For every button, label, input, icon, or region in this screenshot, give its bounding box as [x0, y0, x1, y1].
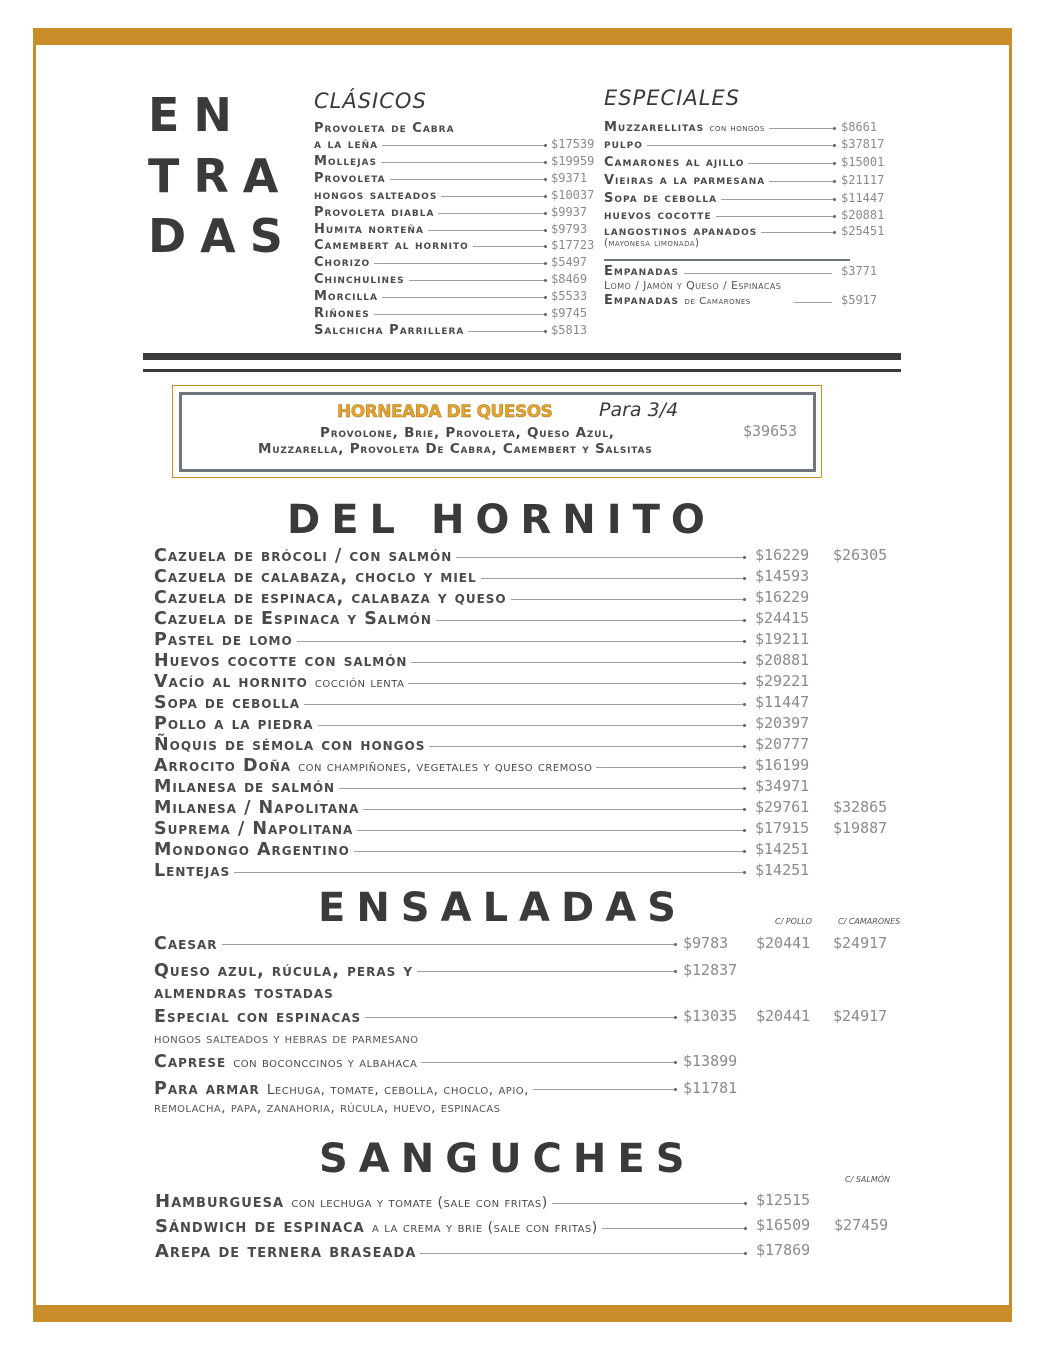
hornito-item-0-label [154, 546, 456, 566]
horneada-title: HORNEADA DE QUESOS [337, 402, 553, 422]
clasicos-item-10-label [314, 306, 374, 321]
item-price: $24415 [755, 609, 810, 627]
item-price: $13035 [683, 1007, 738, 1025]
hornito-item-10 [154, 756, 904, 776]
clasicos-item-4-label [314, 205, 438, 220]
leader-dot [544, 212, 547, 215]
especiales-item-0 [604, 120, 881, 136]
hornito-item-2 [154, 588, 904, 608]
item-price: $11447 [755, 693, 810, 711]
especiales-item-1-label [604, 137, 647, 152]
leader-dot [544, 195, 547, 198]
leader-dot [743, 871, 746, 874]
leader-line [154, 944, 675, 945]
hornito-item-14-label [154, 840, 354, 860]
col-header-camarones: C/ CAMARONES [838, 917, 901, 926]
item-price-alt: $26305 [833, 546, 888, 564]
item-price: $16199 [755, 756, 810, 774]
empanadas-camarones-name: Empanadas de Camarones [604, 293, 755, 308]
item-name: a la leña [314, 137, 379, 152]
hornito-item-1-label [154, 567, 481, 587]
item-price: $16509 [756, 1216, 811, 1234]
especiales-item-2-label [604, 155, 748, 170]
ensaladas-item-4-label [154, 1079, 533, 1099]
leader-dot [744, 1202, 747, 1205]
item-price: $37817 [841, 137, 885, 151]
hornito-item-12-label [154, 798, 363, 818]
item-price: $9745 [551, 306, 588, 320]
item-name: Camembert al hornito [314, 238, 469, 254]
item-price: $12515 [756, 1191, 811, 1209]
item-name: Sopa de cebolla [154, 693, 301, 713]
item-description: cocción lenta [314, 675, 405, 691]
horneada-price: $39653 [743, 422, 798, 440]
sanguches-title: SANGUCHES [319, 1136, 696, 1182]
ensaladas-item-1 [154, 961, 904, 981]
item-name: Vieiras a la parmesana [604, 173, 766, 188]
hornito-item-15 [154, 861, 904, 881]
clasicos-item-8-label [314, 272, 409, 287]
entradas-title-line-2: TRA [148, 149, 293, 203]
hornito-item-7-label [154, 693, 304, 713]
clasicos-item-0-label [314, 137, 382, 152]
clasicos-item-6-label [314, 238, 473, 253]
clasicos-item-9 [314, 289, 594, 305]
sanguches-item-0 [155, 1191, 905, 1213]
especiales-item-3-label [604, 173, 769, 188]
leader-dot [743, 556, 746, 559]
hornito-item-8 [154, 714, 904, 734]
clasicos-title: CLÁSICOS [314, 89, 427, 113]
item-description: Lechuga, tomate, cebolla, choclo, apio, [266, 1082, 529, 1098]
item-price-pollo: $20441 [756, 1007, 811, 1025]
leader-dot [833, 144, 836, 147]
langostinos-note: (mayonesa limonada) [604, 237, 700, 249]
clasicos-item-7-label [314, 255, 374, 270]
hornito-item-3 [154, 609, 904, 629]
leader-dot [544, 245, 547, 248]
item-name: Suprema / Napolitana [154, 819, 354, 839]
clasicos-item-7 [314, 255, 594, 271]
hornito-item-6-label [154, 672, 408, 692]
item-description: con lechuga y tomate (sale con fritas) [291, 1195, 548, 1211]
clasicos-item-3-label [314, 188, 441, 203]
clasicos-item-6 [314, 238, 594, 254]
clasicos-item-11 [314, 323, 594, 339]
col-header-salmon: C/ SALMÓN [845, 1175, 891, 1184]
hornito-item-13-label [154, 819, 357, 839]
empanadas-name: Empanadas [604, 264, 683, 279]
hornito-item-2-label [154, 588, 511, 608]
item-price: $20881 [841, 208, 885, 222]
clasicos-item-4 [314, 205, 594, 221]
leader-dot [544, 313, 547, 316]
section-divider-thick [143, 353, 901, 360]
hornito-item-4 [154, 630, 904, 650]
item-price: $17723 [551, 238, 595, 253]
leader-dot [743, 808, 746, 811]
hornito-item-5 [154, 651, 904, 671]
ensaladas-item-3 [154, 1052, 904, 1072]
hornito-item-0 [154, 546, 904, 566]
item-price: $13899 [683, 1052, 738, 1070]
leader-dot [544, 144, 547, 147]
item-price: $11447 [841, 191, 885, 205]
leader-dot [743, 724, 746, 727]
hornito-item-10-label [154, 756, 596, 776]
especiales-item-2 [604, 155, 885, 171]
item-name: Pastel de lomo [154, 630, 293, 650]
leader-dot [674, 970, 677, 973]
leader-line [684, 273, 832, 274]
ensaladas-title: ENSALADAS [318, 885, 687, 931]
clasicos-item-0 [314, 137, 594, 153]
top-border-bar [33, 28, 1012, 45]
item-description: con boconccinos y albahaca [233, 1055, 418, 1071]
clasicos-item-2 [314, 171, 594, 187]
leader-dot [743, 850, 746, 853]
hornito-item-8-label [154, 714, 318, 734]
item-price: $20881 [755, 651, 810, 669]
item-name: Pollo a la piedra [154, 714, 314, 734]
hornito-item-11 [154, 777, 904, 797]
ensaladas-item-1-line2: almendras tostadas [154, 983, 338, 1003]
item-name: Cazuela de calabaza, choclo y miel [154, 567, 477, 587]
item-price: $9793 [551, 221, 588, 236]
leader-dot [544, 161, 547, 164]
item-price: $9783 [683, 934, 729, 952]
item-price: $19211 [755, 630, 810, 648]
entradas-title-line-1: EN [148, 88, 246, 142]
ensaladas-item-4-description: remolacha, papa, zanahoria, rúcula, huevo, espinacas [154, 1100, 501, 1116]
item-price: $29761 [755, 798, 810, 816]
leader-dot [743, 577, 746, 580]
hornito-item-13 [154, 819, 904, 839]
clasicos-item-8 [314, 272, 594, 288]
clasicos-item-10 [314, 306, 594, 322]
leader-line [794, 302, 832, 303]
item-name: Queso azul, rúcula, peras y [154, 961, 414, 981]
item-name: Sándwich de espinaca [155, 1216, 365, 1237]
ensaladas-item-4 [154, 1079, 904, 1099]
leader-dot [833, 231, 836, 234]
item-description: con champiñones, vegetales y queso cremoso [298, 759, 593, 775]
leader-dot [674, 1061, 677, 1064]
item-name: Arrocito Doña [154, 756, 292, 776]
item-price: $17869 [756, 1241, 811, 1259]
horneada-line-2: Muzzarella, Provoleta De Cabra, Camembert y Salsitas [258, 441, 653, 457]
item-name: Morcilla [314, 289, 378, 305]
sanguches-item-0-label [155, 1191, 552, 1212]
item-name: Huevos cocotte con salmón [154, 651, 408, 671]
item-name: Caesar [154, 934, 218, 954]
item-name: Cazuela de Espinaca y Salmón [154, 609, 432, 629]
horneada-line-1: Provolone, Brie, Provoleta, Queso Azul, [320, 425, 615, 441]
ensaladas-item-2 [154, 1007, 904, 1027]
item-price-alt: $19887 [833, 819, 888, 837]
hornito-item-7 [154, 693, 904, 713]
item-name: huevos cocotte [604, 208, 712, 223]
hornito-item-5-label [154, 651, 411, 671]
item-name: Ñoquis de sémola con hongos [154, 735, 426, 755]
item-price-alt: $32865 [833, 798, 888, 816]
item-price: $17539 [551, 137, 595, 151]
especiales-item-5 [604, 208, 885, 224]
leader-dot [833, 215, 836, 218]
item-name: Para armar [154, 1079, 260, 1099]
item-price: $29221 [755, 672, 810, 690]
item-description: con hongos [709, 123, 765, 134]
leader-dot [544, 330, 547, 333]
empanadas-camarones-price: $5917 [841, 293, 878, 307]
leader-dot [544, 296, 547, 299]
leader-dot [743, 766, 746, 769]
ensaladas-item-0-label [154, 934, 222, 954]
clasicos-item-5 [314, 222, 594, 238]
item-name: Arepa de ternera braseada [155, 1241, 417, 1262]
clasicos-item-3 [314, 188, 594, 204]
hornito-item-12 [154, 798, 904, 818]
item-price: $10037 [551, 187, 595, 202]
leader-dot [743, 619, 746, 622]
col-header-pollo: C/ POLLO [775, 917, 812, 926]
item-price: $5497 [551, 255, 588, 270]
especiales-item-4-label [604, 191, 721, 206]
hornito-item-9 [154, 735, 904, 755]
leader-dot [544, 279, 547, 282]
clasicos-item-2-label [314, 171, 390, 186]
item-name: Chinchulines [314, 272, 405, 288]
item-name: Cazuela de espinaca, calabaza y queso [154, 588, 507, 608]
sanguches-item-1 [155, 1216, 905, 1238]
leader-dot [743, 703, 746, 706]
ensaladas-item-2-description: hongos salteados y hebras de parmesano [154, 1031, 419, 1047]
empanadas-price: $3771 [841, 264, 878, 278]
item-price: $11781 [683, 1079, 738, 1097]
especiales-item-4 [604, 191, 885, 207]
leader-dot [743, 682, 746, 685]
especiales-item-0-label [604, 120, 769, 135]
item-price: $16229 [755, 546, 810, 564]
leader-dot [744, 1252, 747, 1255]
clasicos-item-1-label [314, 154, 381, 169]
especiales-item-5-label [604, 208, 716, 223]
hornito-item-4-label [154, 630, 297, 650]
item-price: $15001 [841, 155, 885, 169]
leader-dot [674, 1016, 677, 1019]
ensaladas-item-2-label [154, 1007, 365, 1027]
item-name: Chorizo [314, 255, 371, 271]
item-price: $9371 [551, 170, 588, 185]
item-name: Humita norteña [314, 221, 424, 237]
item-name: Salchicha Parrillera [314, 322, 465, 338]
leader-dot [674, 943, 677, 946]
ensaladas-item-0 [154, 934, 904, 954]
clasicos-item-0-line1: Provoleta de Cabra [314, 121, 459, 136]
leader-dot [833, 162, 836, 165]
horneada-serving: Para 3/4 [599, 399, 679, 421]
hornito-item-14 [154, 840, 904, 860]
item-price: $9937 [551, 204, 588, 219]
hornito-item-9-label [154, 735, 429, 755]
leader-dot [544, 229, 547, 232]
ensaladas-item-1-label [154, 961, 417, 981]
leader-dot [674, 1088, 677, 1091]
item-price: $34971 [755, 777, 810, 795]
hornito-item-11-label [154, 777, 339, 797]
leader-dot [743, 787, 746, 790]
leader-dot [743, 598, 746, 601]
item-name: Riñones [314, 306, 370, 321]
item-name: Muzzarellitas [604, 120, 705, 135]
leader-dot [544, 262, 547, 265]
item-price: $25451 [841, 224, 885, 238]
hornito-item-1 [154, 567, 904, 587]
item-name: Provoleta diabla [314, 204, 435, 220]
item-name: langostinos apanados [604, 224, 758, 239]
item-price: $14593 [755, 567, 810, 585]
item-name: Mondongo Argentino [154, 840, 350, 860]
leader-line [154, 872, 744, 873]
item-name: Cazuela de brócoli / con salmón [154, 546, 453, 566]
leader-dot [743, 745, 746, 748]
item-name: Camarones al ajillo [604, 155, 745, 170]
leader-dot [744, 1227, 747, 1230]
item-price: $5533 [551, 289, 588, 304]
item-price: $21117 [841, 173, 885, 187]
item-price: $17915 [755, 819, 810, 837]
especiales-item-3 [604, 173, 885, 189]
sanguches-item-1-label [155, 1216, 602, 1237]
item-name: pulpo [604, 137, 643, 152]
clasicos-item-9-label [314, 289, 382, 304]
item-name: Lentejas [154, 861, 231, 881]
clasicos-item-11-label [314, 323, 468, 338]
leader-dot [743, 661, 746, 664]
item-price: $20777 [755, 735, 810, 753]
item-name: Hamburguesa [155, 1191, 285, 1212]
item-price-salmon: $27459 [834, 1216, 889, 1234]
item-price: $14251 [755, 861, 810, 879]
leader-dot [743, 829, 746, 832]
leader-dot [833, 198, 836, 201]
item-price: $19959 [551, 153, 595, 168]
leader-dot [833, 180, 836, 183]
item-description: a la crema y brie (sale con fritas) [371, 1220, 598, 1236]
clasicos-item-5-label [314, 222, 428, 237]
hornito-title: DEL HORNITO [287, 497, 716, 543]
entradas-title-line-3: DAS [148, 209, 297, 263]
item-price: $16229 [755, 588, 810, 606]
empanadas-camarones-row [604, 293, 881, 310]
item-price: $20397 [755, 714, 810, 732]
item-name: Sopa de cebolla [604, 191, 718, 206]
leader-dot [833, 127, 836, 130]
item-price-pollo: $20441 [756, 934, 811, 952]
ensaladas-item-3-label [154, 1052, 421, 1072]
especiales-item-1 [604, 137, 885, 153]
item-name: hongos salteados [314, 187, 438, 203]
item-price-camarones: $24917 [833, 1007, 888, 1025]
section-divider-thin [143, 369, 901, 372]
item-price: $8661 [841, 120, 878, 134]
clasicos-item-1 [314, 154, 594, 170]
item-name: Vacío al hornito [154, 672, 308, 692]
item-price: $12837 [683, 961, 738, 979]
sanguches-item-2-label [155, 1241, 420, 1262]
item-price: $8469 [551, 272, 588, 287]
item-name: Provoleta [314, 170, 386, 186]
leader-dot [743, 640, 746, 643]
item-price: $14251 [755, 840, 810, 858]
especiales-divider [604, 259, 850, 261]
item-price: $5813 [551, 322, 588, 337]
sanguches-item-2 [155, 1241, 905, 1263]
especiales-title: ESPECIALES [604, 86, 741, 110]
item-price-camarones: $24917 [833, 934, 888, 952]
item-name: Milanesa de salmón [154, 777, 336, 797]
hornito-item-6 [154, 672, 904, 692]
empanadas-note: Lomo / Jamón y Queso / Espinacas [604, 279, 782, 292]
leader-dot [544, 178, 547, 181]
hornito-item-15-label [154, 861, 234, 881]
item-name: Milanesa / Napolitana [154, 798, 360, 818]
item-name: Mollejas [314, 153, 378, 169]
bottom-border-bar [33, 1305, 1012, 1322]
item-name: Caprese [154, 1052, 227, 1072]
hornito-item-3-label [154, 609, 436, 629]
item-name: Especial con espinacas [154, 1007, 362, 1027]
